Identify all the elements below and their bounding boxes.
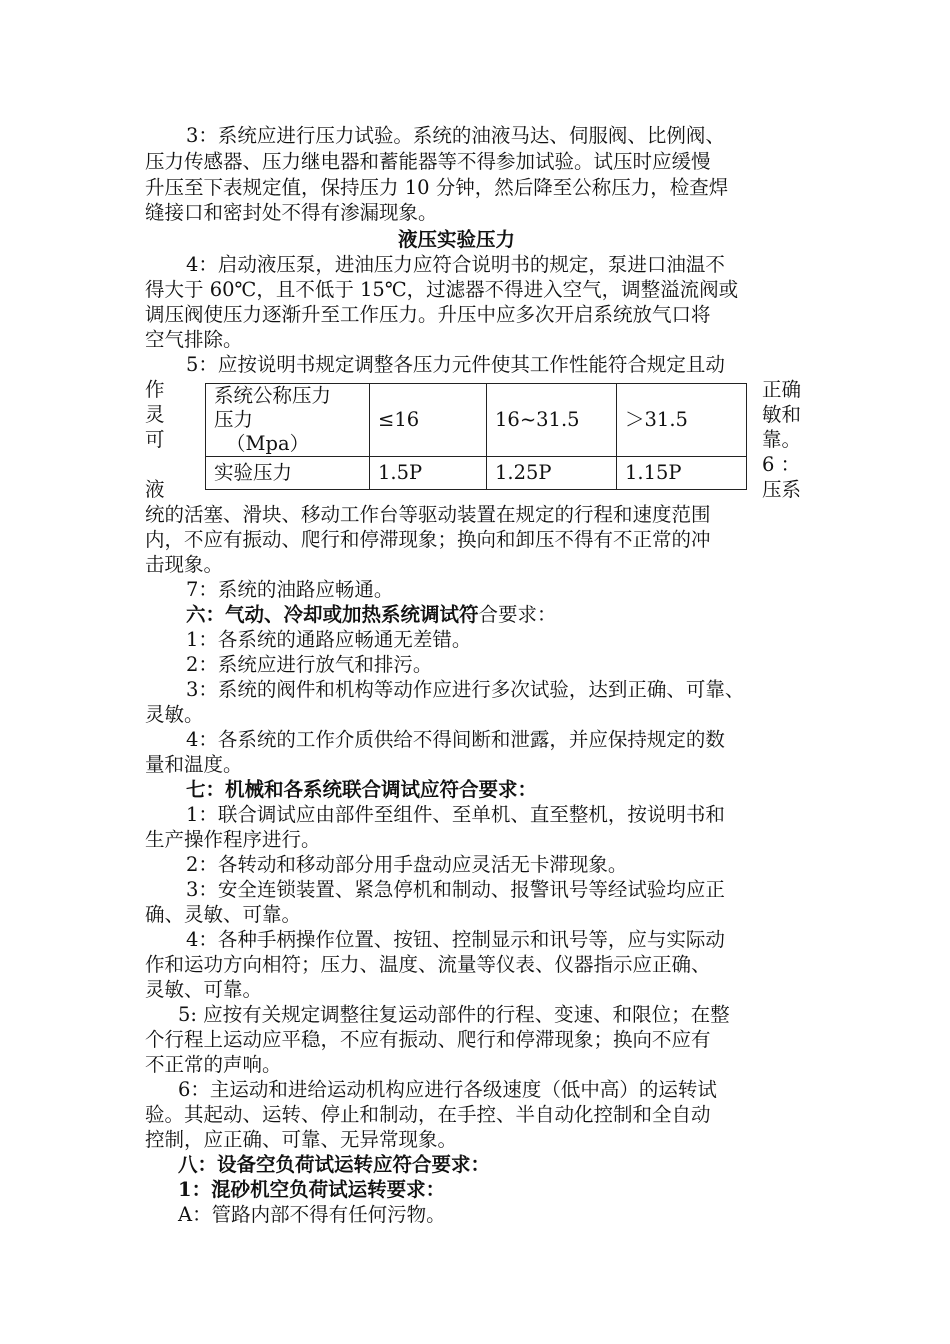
wrap-left-3: 可 (145, 428, 165, 451)
para-3-line-1: 3：系统应进行压力试验。系统的油液马达、伺服阀、比例阀、 (186, 124, 725, 147)
para-3-line-4: 缝接口和密封处不得有渗漏现象。 (145, 201, 438, 224)
section-6-item-4-line-2: 量和温度。 (145, 753, 243, 776)
section-7-item-5-line-2: 个行程上运动应平稳，不应有振动、爬行和停滞现象；换向不应有 (145, 1028, 711, 1051)
section-6-item-3-line-1: 3：系统的阀件和机构等动作应进行多次试验，达到正确、可靠、 (186, 678, 745, 701)
wrap-right-3: 靠。 (762, 428, 802, 451)
table-cell: 1.15P (617, 457, 747, 490)
table-row (206, 457, 747, 490)
section-7-item-1-line-1: 1：联合调试应由部件至组件、至单机、直至整机，按说明书和 (186, 803, 725, 826)
section-7-item-4-line-2: 作和运功方向相符；压力、温度、流量等仪表、仪器指示应正确、 (145, 953, 711, 976)
pressure-table (205, 383, 747, 490)
table-header-label-cell (206, 384, 370, 457)
para-3-line-2: 压力传感器、压力继电器和蓄能器等不得参加试验。试压时应缓慢 (145, 150, 711, 173)
section-8-heading: 八：设备空负荷试运转应符合要求： (178, 1153, 491, 1176)
table-cell: 1.5P (370, 457, 487, 490)
para-4-line-2: 得大于 60℃，且不低于 15℃，过滤器不得进入空气，调整溢流阀或 (145, 278, 739, 301)
section-7-item-5-line-3: 不正常的声响。 (145, 1053, 282, 1076)
section-7-item-6-line-2: 验。其起动、运转、停止和制动，在手控、半自动化控制和全自动 (145, 1103, 711, 1126)
section-7-heading: 七：机械和各系统联合调试应符合要求： (186, 778, 538, 801)
section-7-item-2: 2：各转动和移动部分用手盘动应灵活无卡滞现象。 (186, 853, 628, 876)
section-8-item-1: 1：混砂机空负荷试运转要求： (178, 1178, 446, 1201)
section-6-heading (186, 602, 557, 627)
wrap-left-1: 作 (145, 378, 165, 401)
para-6-line-3: 击现象。 (145, 553, 224, 576)
para-7: 7：系统的油路应畅通。 (186, 578, 394, 601)
table-cell: ＞31.5 (617, 384, 747, 457)
section-6-item-4-line-1: 4：各系统的工作介质供给不得间断和泄露，并应保持规定的数 (186, 728, 725, 751)
para-3-line-3: 升压至下表规定值，保持压力 10 分钟，然后降至公称压力，检查焊 (145, 176, 729, 199)
wrap-right-2: 敏和 (762, 403, 802, 426)
section-7-item-4-line-3: 灵敏、可靠。 (145, 978, 263, 1001)
table-cell: ≤16 (370, 384, 487, 457)
section-8-item-a: A：管路内部不得有任何污物。 (178, 1203, 446, 1226)
table-cell: 16~31.5 (487, 384, 617, 457)
header-label-line-1: 系统公称压力 (214, 384, 332, 407)
header-label-line-2: 压力 (214, 408, 254, 431)
wrap-right-1: 正确 (762, 378, 802, 401)
para-6-line-1: 统的活塞、滑块、移动工作台等驱动装置在规定的行程和速度范围 (145, 503, 711, 526)
section-6-heading-bold: 六：气动、冷却或加热系统调试符 (186, 603, 479, 626)
section-6-item-3-line-2: 灵敏。 (145, 703, 204, 726)
section-6-item-2: 2：系统应进行放气和排污。 (186, 653, 433, 676)
para-4-line-4: 空气排除。 (145, 328, 243, 351)
section-7-item-3-line-2: 确、灵敏、可靠。 (145, 903, 302, 926)
section-7-item-6-line-3: 控制，应正确、可靠、无异常现象。 (145, 1128, 458, 1151)
para-6-line-2: 内，不应有振动、爬行和停滞现象；换向和卸压不得有不正常的冲 (145, 528, 711, 551)
section-7-item-6-line-1: 6：主运动和进给运动机构应进行各级速度（低中高）的运转试 (178, 1078, 717, 1101)
table-cell: 1.25P (487, 457, 617, 490)
table-row-label: 实验压力 (206, 457, 370, 490)
table-title: 液压实验压力 (398, 228, 516, 251)
wrap-left-4: 液 (145, 478, 165, 501)
section-6-item-1: 1：各系统的通路应畅通无差错。 (186, 628, 472, 651)
wrap-left-2: 灵 (145, 403, 165, 426)
section-7-item-1-line-2: 生产操作程序进行。 (145, 828, 321, 851)
para-4-line-3: 调压阀使压力逐渐升至工作压力。升压中应多次开启系统放气口将 (145, 303, 711, 326)
wrap-right-5: 压系 (762, 478, 802, 501)
section-6-heading-rest: 合要求： (478, 603, 557, 626)
section-7-item-3-line-1: 3：安全连锁装置、紧急停机和制动、报警讯号等经试验均应正 (186, 878, 725, 901)
para-5-line-1: 5：应按说明书规定调整各压力元件使其工作性能符合规定且动 (186, 353, 725, 376)
section-7-item-5-line-1: 5: 应按有关规定调整往复运动部件的行程、变速、和限位；在整 (178, 1003, 730, 1026)
wrap-right-4: 6 ： (762, 453, 801, 476)
table-header-row (206, 384, 747, 457)
header-label-line-3: （Mpa） (226, 432, 310, 455)
para-4-line-1: 4：启动液压泵，进油压力应符合说明书的规定，泵进口油温不 (186, 253, 725, 276)
section-7-item-4-line-1: 4：各种手柄操作位置、按钮、控制显示和讯号等，应与实际动 (186, 928, 725, 951)
